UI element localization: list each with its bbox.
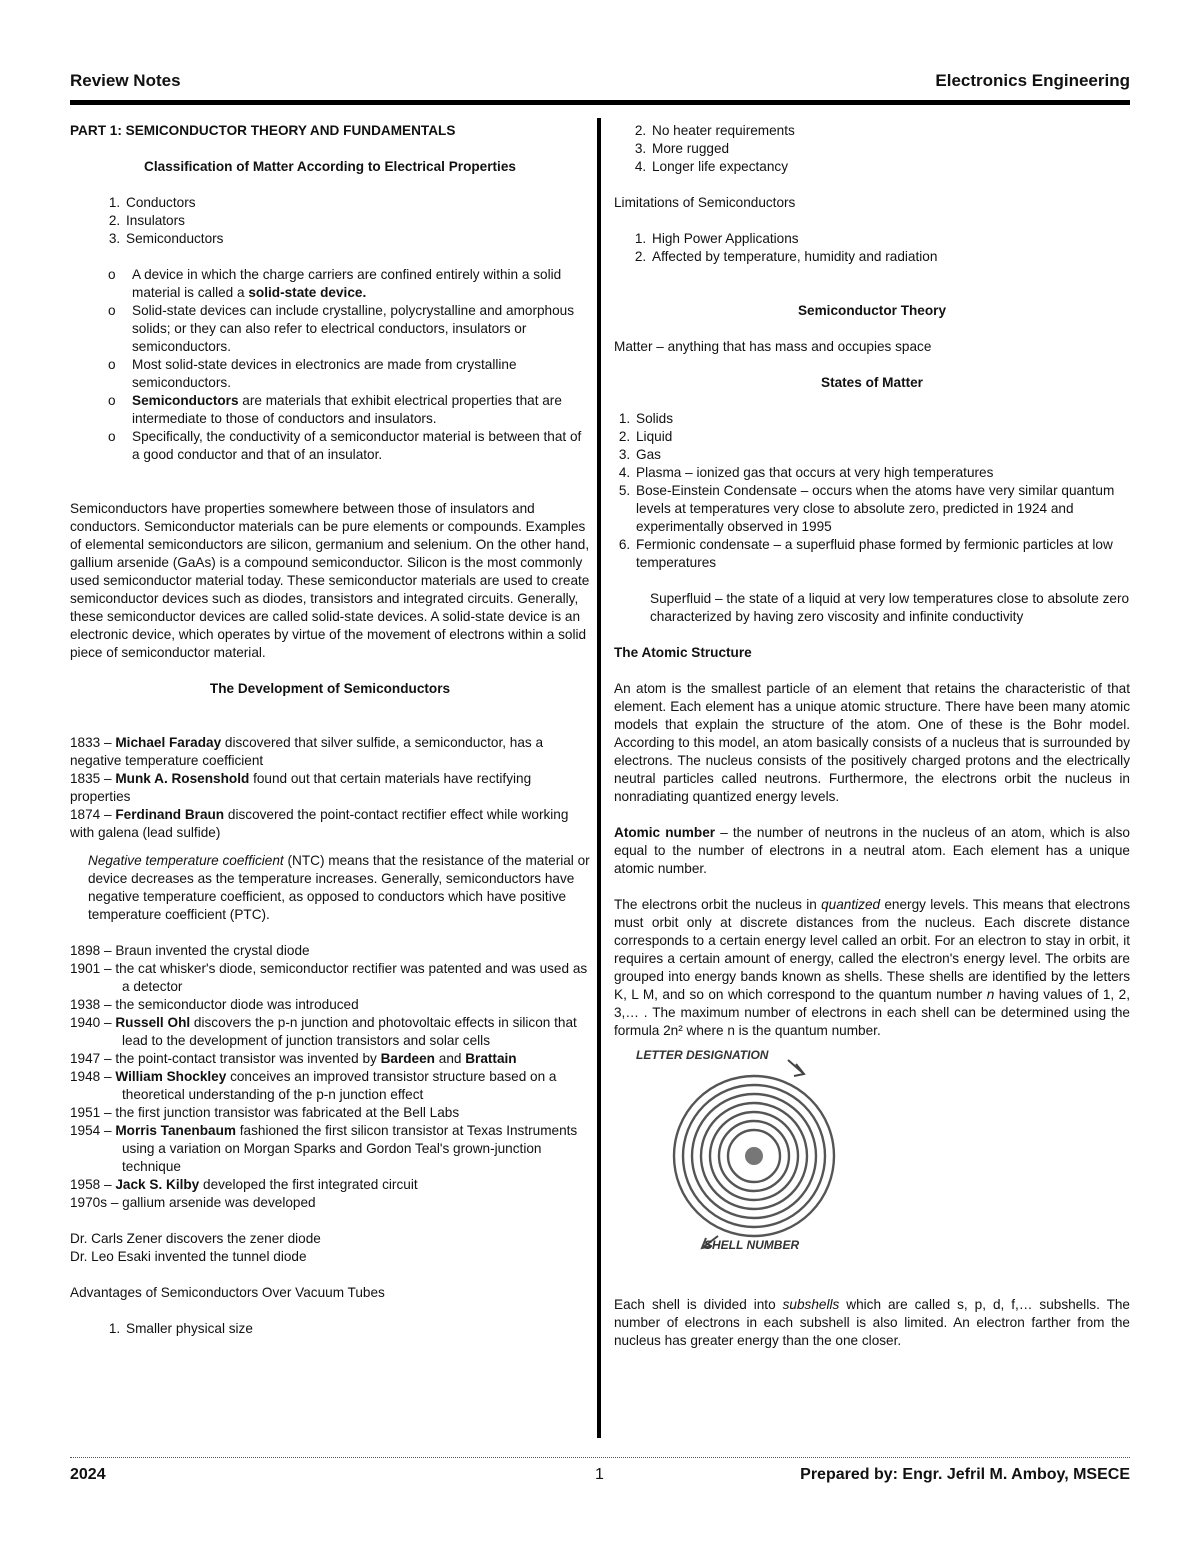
advantages-heading: Advantages of Semiconductors Over Vacuum Tubes — [70, 1285, 385, 1300]
timeline-entry: 1898 – Braun invented the crystal diode — [70, 943, 310, 958]
states-list — [614, 410, 1130, 572]
list-item: o Most solid-state devices in electronics are made from crystalline semiconductors. — [108, 356, 590, 392]
list-item: o Semiconductors are materials that exhibit electrical properties that are intermediate to those of conductors and insulators. — [108, 392, 590, 428]
atom-paragraph: An atom is the smallest particle of an element that retains the characteristic of that element. Each element has a unique atomic structure. There have been many atomic models that explain the structure of the atom. One of these is the Bohr model. According to this model, an atom basically consists of a nucleus that is surrounded by electrons. The nucleus consists of the positively charged protons and the electrically neutral particles called neutrons. Furthermore, the electrons orbit the nucleus in nonradiating quantized energy levels. — [614, 681, 1130, 804]
orbit-paragraph: The electrons orbit the nucleus in quantized energy levels. This means that electrons must orbit only at discrete distances from the nucleus. Each discrete distance corresponds to a certain energy level called an orbit. For an electron to stay in orbit, it requires a certain amount of energy, called the electron's energy level. The orbits are grouped into energy bands known as shells. These shells are identified by the letters K, L M, and so on which correspond to the quantum number n having values of 1, 2, 3,… . The maximum number of electrons in each shell can be determined using the formula 2n² where n is the quantum number. — [614, 897, 1130, 1038]
list-item: 3. Semiconductors — [124, 230, 590, 248]
zener-note: Dr. Carls Zener discovers the zener diode — [70, 1231, 321, 1246]
solid-state-bullets — [70, 266, 590, 464]
timeline-entry: 1874 – Ferdinand Braun discovered the point-contact rectifier effect while working with galena (lead sulfide) — [70, 807, 569, 840]
list-item: 5. Bose-Einstein Condensate – occurs when the atoms have very similar quantum levels at temperatures very close to absolute zero, predicted in 1924 and experimentally observed in 1995 — [634, 482, 1130, 536]
timeline-entry: 1835 – Munk A. Rosenshold found out that certain materials have rectifying properties — [70, 771, 532, 804]
page-header — [70, 72, 1130, 96]
list-item: 4. Plasma – ionized gas that occurs at very high temperatures — [634, 464, 1130, 482]
classification-heading: Classification of Matter According to Electrical Properties — [144, 159, 516, 174]
footer-author: Prepared by: Engr. Jefril M. Amboy, MSECE — [800, 1466, 1130, 1483]
development-heading: The Development of Semiconductors — [209, 681, 451, 696]
list-item: 1. Smaller physical size — [124, 1320, 590, 1338]
list-item: 2. Insulators — [124, 212, 590, 230]
advantages-list-continued — [614, 122, 1130, 176]
part-title: PART 1: SEMICONDUCTOR THEORY AND FUNDAMENTALS — [70, 123, 456, 138]
header-subject: Electronics Engineering — [935, 71, 1130, 90]
timeline-entry: 1947 – the point-contact transistor was invented by Bardeen and Brattain — [70, 1051, 517, 1066]
timeline-early — [70, 734, 590, 842]
list-item: 1. Solids — [634, 410, 1130, 428]
list-item: 6. Fermionic condensate – a superfluid phase formed by fermionic particles at low temperatures — [634, 536, 1130, 572]
esaki-note: Dr. Leo Esaki invented the tunnel diode — [70, 1249, 307, 1264]
page-number: 1 — [595, 1466, 604, 1483]
right-column — [614, 122, 1130, 1350]
header-title: Review Notes — [70, 71, 181, 90]
states-heading: States of Matter — [821, 375, 923, 390]
intro-paragraph: Semiconductors have properties somewhere between those of insulators and conductors. Semiconductor materials can be pure elements or compounds. Examples of elemental semiconductors are silicon, germanium and selenium. On the other hand, gallium arsenide (GaAs) is a compound semiconductor. Silicon is the most commonly used semiconductor material today. These semiconductor materials are used to create semiconductor devices such as diodes, transistors and integrated circuits. Generally, these semiconductor devices are called solid-state devices. A solid-state device is an electronic device, which operates by virtue of the movement of electrons within a solid piece of semiconductor material. — [70, 501, 590, 660]
timeline-entry: 1901 – the cat whisker's diode, semiconductor rectifier was patented and was used as a detector — [70, 961, 588, 994]
letter-designation-label: LETTER DESIGNATION — [636, 1048, 769, 1062]
list-item: o Specifically, the conductivity of a semiconductor material is between that of a good conductor and that of an insulator. — [108, 428, 590, 464]
footer-year: 2024 — [70, 1466, 106, 1483]
timeline-entry: 1958 – Jack S. Kilby developed the first integrated circuit — [70, 1177, 418, 1192]
list-item: o A device in which the charge carriers are confined entirely within a solid material is called a solid-state device. — [108, 266, 590, 302]
list-item: 3. Gas — [634, 446, 1130, 464]
left-column — [70, 122, 590, 1338]
list-item: 3. More rugged — [650, 140, 1130, 158]
atomic-structure-heading: The Atomic Structure — [614, 645, 752, 660]
timeline-later — [70, 942, 590, 1212]
atomic-number-paragraph: Atomic number – the number of neutrons in the nucleus of an atom, which is also equal to the number of electrons in a neutral atom. Each element has a unique atomic number. — [614, 825, 1130, 876]
timeline-entry: 1951 – the first junction transistor was fabricated at the Bell Labs — [70, 1105, 460, 1120]
list-item: 2. Affected by temperature, humidity and radiation — [650, 248, 1130, 266]
page-footer — [70, 1466, 1130, 1488]
list-item: 1. Conductors — [124, 194, 590, 212]
list-item: 4. Longer life expectancy — [650, 158, 1130, 176]
timeline-entry: 1970s – gallium arsenide was developed — [70, 1195, 316, 1210]
timeline-entry: 1833 – Michael Faraday discovered that silver sulfide, a semiconductor, has a negative temperature coefficient — [70, 735, 544, 768]
theory-heading: Semiconductor Theory — [797, 303, 947, 318]
timeline-entry: 1940 – Russell Ohl discovers the p-n junction and photovoltaic effects in silicon that lead to the development of junction transistors and solar cells — [70, 1015, 577, 1048]
shell-number-label: SHELL NUMBER — [704, 1238, 800, 1252]
column-divider — [597, 118, 601, 1438]
header-rule — [70, 100, 1130, 105]
subshell-paragraph: Each shell is divided into subshells which are called s, p, d, f,… subshells. The number of electrons in each subshell is also limited. An electron farther from the nucleus has greater energy than the one closer. — [614, 1297, 1130, 1348]
timeline-entry: 1938 – the semiconductor diode was introduced — [70, 997, 359, 1012]
limitations-list — [614, 230, 1130, 266]
list-item: 2. No heater requirements — [650, 122, 1130, 140]
superfluid-note: Superfluid – the state of a liquid at very low temperatures close to absolute zero characterized by having zero viscosity and infinite conductivity — [650, 591, 1130, 624]
limitations-heading: Limitations of Semiconductors — [614, 195, 796, 210]
advantages-list — [70, 1320, 590, 1338]
ntc-note: Negative temperature coefficient (NTC) means that the resistance of the material or device decreases as the temperature increases. Generally, semiconductors have negative temperature coefficient, as opposed to conductors which have positive temperature coefficient (PTC). — [88, 853, 590, 922]
classification-list — [70, 194, 590, 248]
list-item: o Solid-state devices can include crystalline, polycrystalline and amorphous solids; or they can also refer to electrical conductors, insulators or semiconductors. — [108, 302, 590, 356]
timeline-entry: 1948 – William Shockley conceives an improved transistor structure based on a theoretical understanding of the p-n junction effect — [70, 1069, 557, 1102]
footer-rule — [70, 1457, 1130, 1458]
concentric-shells-figure — [636, 1046, 856, 1256]
timeline-entry: 1954 – Morris Tanenbaum fashioned the first silicon transistor at Texas Instruments using a variation on Morgan Sparks and Gordon Teal's grown-junction technique — [70, 1123, 578, 1174]
list-item: 1. High Power Applications — [650, 230, 1130, 248]
matter-definition: Matter – anything that has mass and occupies space — [614, 339, 932, 354]
shell-diagram — [636, 1046, 856, 1256]
list-item: 2. Liquid — [634, 428, 1130, 446]
